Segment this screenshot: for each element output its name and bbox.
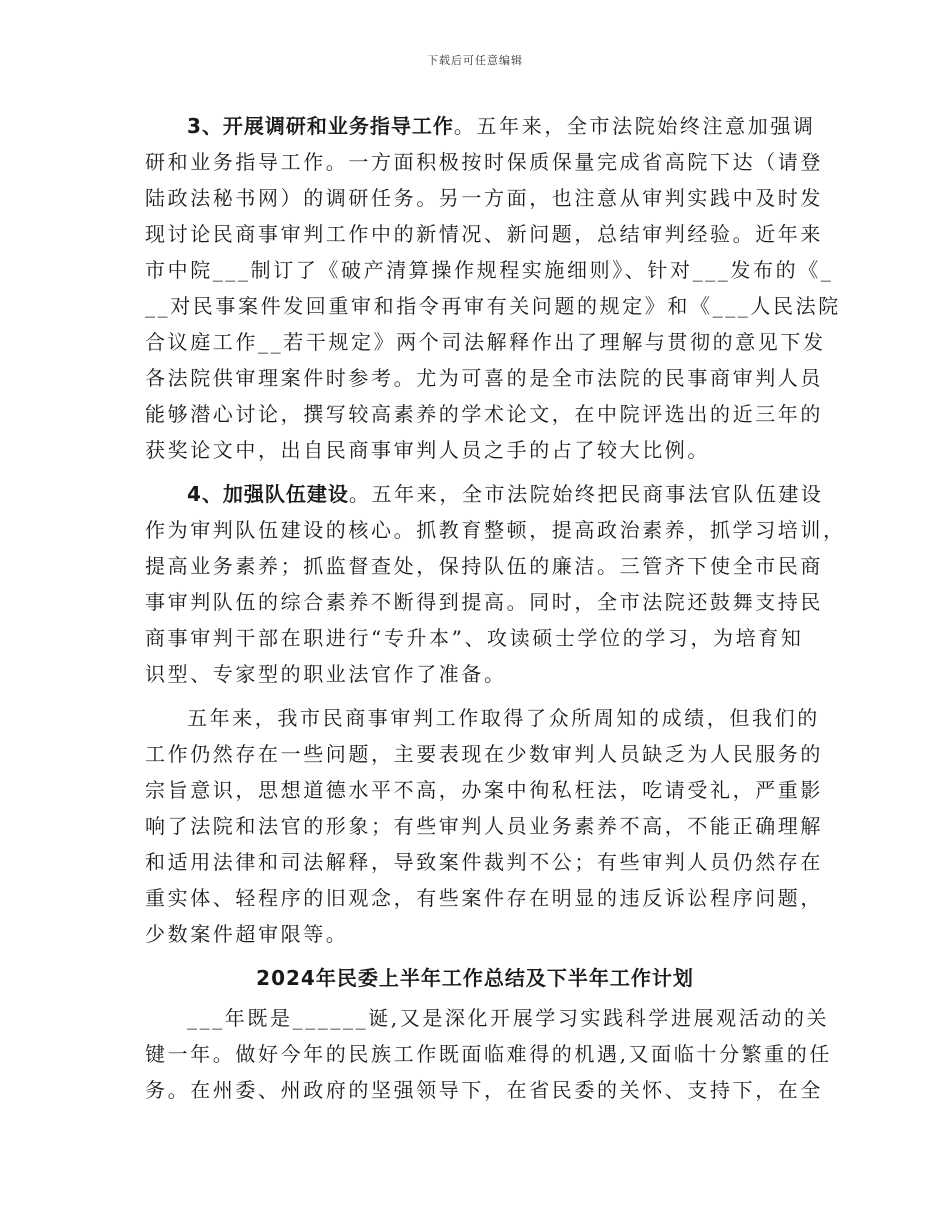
section4-line: 商事审判干部在职进行“专升本”、攻读硕士学位的学习，为培育知 [145, 626, 804, 650]
section4-line: 事审判队伍的综合素养不断得到提高。同时，全市法院还鼓舞支持民 [145, 590, 823, 614]
summary-line: 工作仍然存在一些问题，主要表现在少数审判人员缺乏为人民服务的 [145, 742, 823, 766]
section3-heading: 3、开展调研和业务指导工作 [187, 114, 454, 138]
section3-line: 能够潜心讨论，撰写较高素养的学术论文，在中院评选出的近三年的 [145, 402, 823, 426]
doc2-line: 键一年。做好今年的民族工作既面临难得的机遇,又面临十分繁重的任 [145, 1042, 832, 1066]
summary-line: 和适用法律和司法解释，导致案件裁判不公；有些审判人员仍然存在 [145, 850, 823, 874]
section4-first-line [187, 476, 827, 512]
section4-line: 提高业务素养；抓监督查处，保持队伍的廉洁。三管齐下使全市民商 [145, 554, 823, 578]
section4-line: 识型、专家型的职业法官作了准备。 [145, 662, 507, 686]
section3-line: 合议庭工作__若干规定》两个司法解释作出了理解与贯彻的意见下发 [145, 330, 826, 354]
section3-text: 。五年来，全市法院始终注意加强调 [453, 114, 816, 138]
section4-text: 。五年来，全市法院始终把民商事法官队伍建设 [348, 482, 824, 506]
section3-line: 研和业务指导工作。一方面积极按时保质保量完成省高院下达（请登 [145, 150, 823, 174]
section3-line: 市中院___制订了《破产清算操作规程实施细则》、针对___发布的《_ [145, 258, 834, 282]
section3-line: 各法院供审理案件时参考。尤为可喜的是全市法院的民事商审判人员 [145, 366, 823, 390]
summary-line: 宗旨意识，思想道德水平不高，办案中徇私枉法，吃请受礼，严重影 [145, 778, 823, 802]
section3-line: __对民事案件发回重审和指令再审有关问题的规定》和《___人民法院 [145, 294, 841, 318]
summary-line: 响了法院和法官的形象；有些审判人员业务素养不高，不能正确理解 [145, 814, 823, 838]
section3-first-line [187, 108, 827, 144]
summary-line: 重实体、轻程序的旧观念，有些案件存在明显的违反诉讼程序问题， [145, 886, 823, 910]
section3-line: 陆政法秘书网）的调研任务。另一方面，也注意从审判实践中及时发 [145, 186, 823, 210]
summary-line: 五年来，我市民商事审判工作取得了众所周知的成绩，但我们的 [187, 706, 820, 730]
section4-heading: 4、加强队伍建设 [187, 482, 349, 506]
page-header: 下载后可任意编辑 [427, 54, 523, 67]
section3-line: 获奖论文中，出自民商事审判人员之手的占了较大比例。 [145, 438, 710, 462]
section3-line: 现讨论民商事审判工作中的新情况、新问题，总结审判经验。近年来 [145, 222, 823, 246]
summary-line: 少数案件超审限等。 [145, 922, 349, 946]
doc2-line: ___年既是______诞,又是深化开展学习实践科学进展观活动的关 [187, 1006, 830, 1030]
document-title: 2024年民委上半年工作总结及下半年工作计划 [256, 966, 694, 990]
section4-line: 作为审判队伍建设的核心。抓教育整顿，提高政治素养，抓学习培训， [145, 518, 846, 542]
doc2-line: 务。在州委、州政府的坚强领导下，在省民委的关怀、支持下，在全 [145, 1078, 823, 1102]
